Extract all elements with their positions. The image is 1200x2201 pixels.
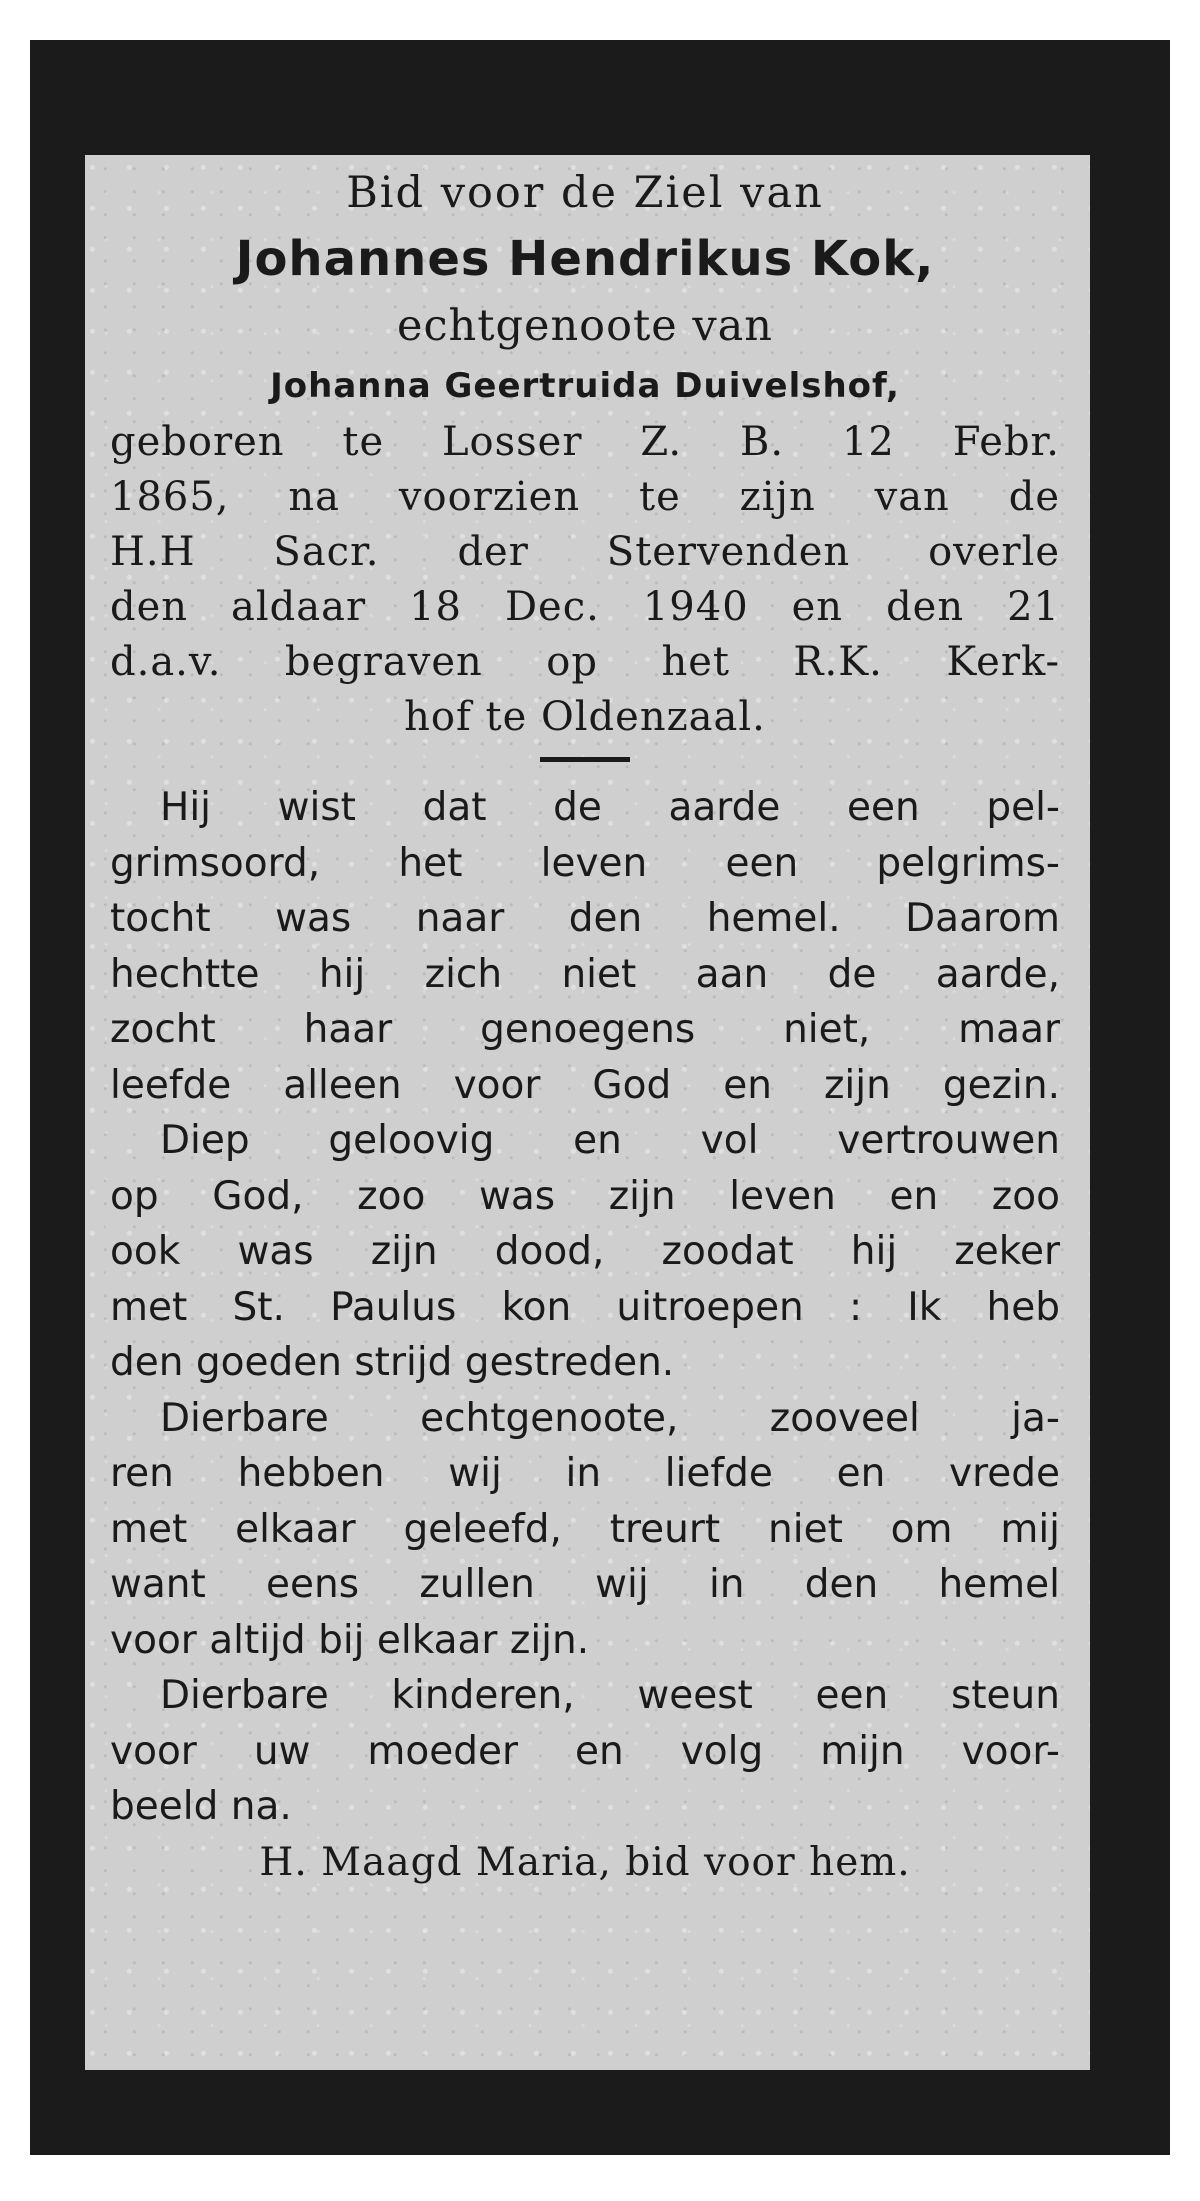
text-line: Dierbare kinderen, weest een steun bbox=[160, 1673, 1060, 1718]
details-line: den aldaar 18 Dec. 1940 en den 21 bbox=[110, 584, 1060, 630]
spouse-name: Johanna Geertruida Duivelshof, bbox=[270, 366, 900, 406]
text-line: ook was zijn dood, zoodat hij zeker bbox=[110, 1229, 1060, 1274]
text-line: met elkaar geleefd, treurt niet om mij bbox=[110, 1506, 1060, 1552]
section-divider bbox=[540, 757, 630, 762]
text-line: ren hebben wij in liefde en vrede bbox=[110, 1451, 1060, 1496]
memorial-card bbox=[85, 155, 1090, 2070]
details-line: geboren te Losser Z. B. 12 Febr. bbox=[110, 419, 1060, 465]
text-line: den goeden strijd gestreden. bbox=[110, 1340, 675, 1385]
text-line: voor uw moeder en volg mijn voor- bbox=[110, 1728, 1060, 1774]
details-line: 1865, na voorzien te zijn van de bbox=[110, 474, 1060, 520]
text-line: leefde alleen voor God en zijn gezin. bbox=[110, 1062, 1060, 1108]
text-line: Dierbare echtgenoote, zooveel ja- bbox=[160, 1395, 1060, 1441]
card-heading: Bid voor de Ziel van bbox=[346, 168, 824, 218]
text-line: met St. Paulus kon uitroepen : Ik heb bbox=[110, 1284, 1060, 1330]
closing-prayer: H. Maagd Maria, bid voor hem. bbox=[259, 1839, 911, 1885]
text-line: voor altijd bij elkaar zijn. bbox=[110, 1617, 590, 1663]
text-line: hechtte hij zich niet aan de aarde, bbox=[110, 951, 1060, 997]
memorial-text bbox=[110, 780, 1060, 1890]
text-line: want eens zullen wij in den hemel bbox=[110, 1562, 1060, 1607]
details-line: d.a.v. begraven op het R.K. Kerk- bbox=[110, 639, 1060, 685]
text-line: grimsoord, het leven een pelgrims- bbox=[110, 840, 1060, 886]
biographical-details bbox=[110, 415, 1060, 745]
text-line: Diep geloovig en vol vertrouwen bbox=[160, 1118, 1060, 1163]
text-line: Hij wist dat de aarde een pel- bbox=[160, 785, 1060, 830]
text-line: beeld na. bbox=[110, 1784, 292, 1829]
photo-frame bbox=[30, 40, 1170, 2155]
spouse-label: echtgenoote van bbox=[397, 301, 773, 351]
text-line: op God, zoo was zijn leven en zoo bbox=[110, 1173, 1060, 1219]
details-line: hof te Oldenzaal. bbox=[404, 694, 766, 740]
text-line: zocht haar genoegens niet, maar bbox=[110, 1007, 1060, 1052]
text-line: tocht was naar den hemel. Daarom bbox=[110, 896, 1060, 941]
deceased-name: Johannes Hendrikus Kok, bbox=[235, 231, 935, 287]
details-line: H.H Sacr. der Stervenden overle bbox=[110, 529, 1060, 575]
